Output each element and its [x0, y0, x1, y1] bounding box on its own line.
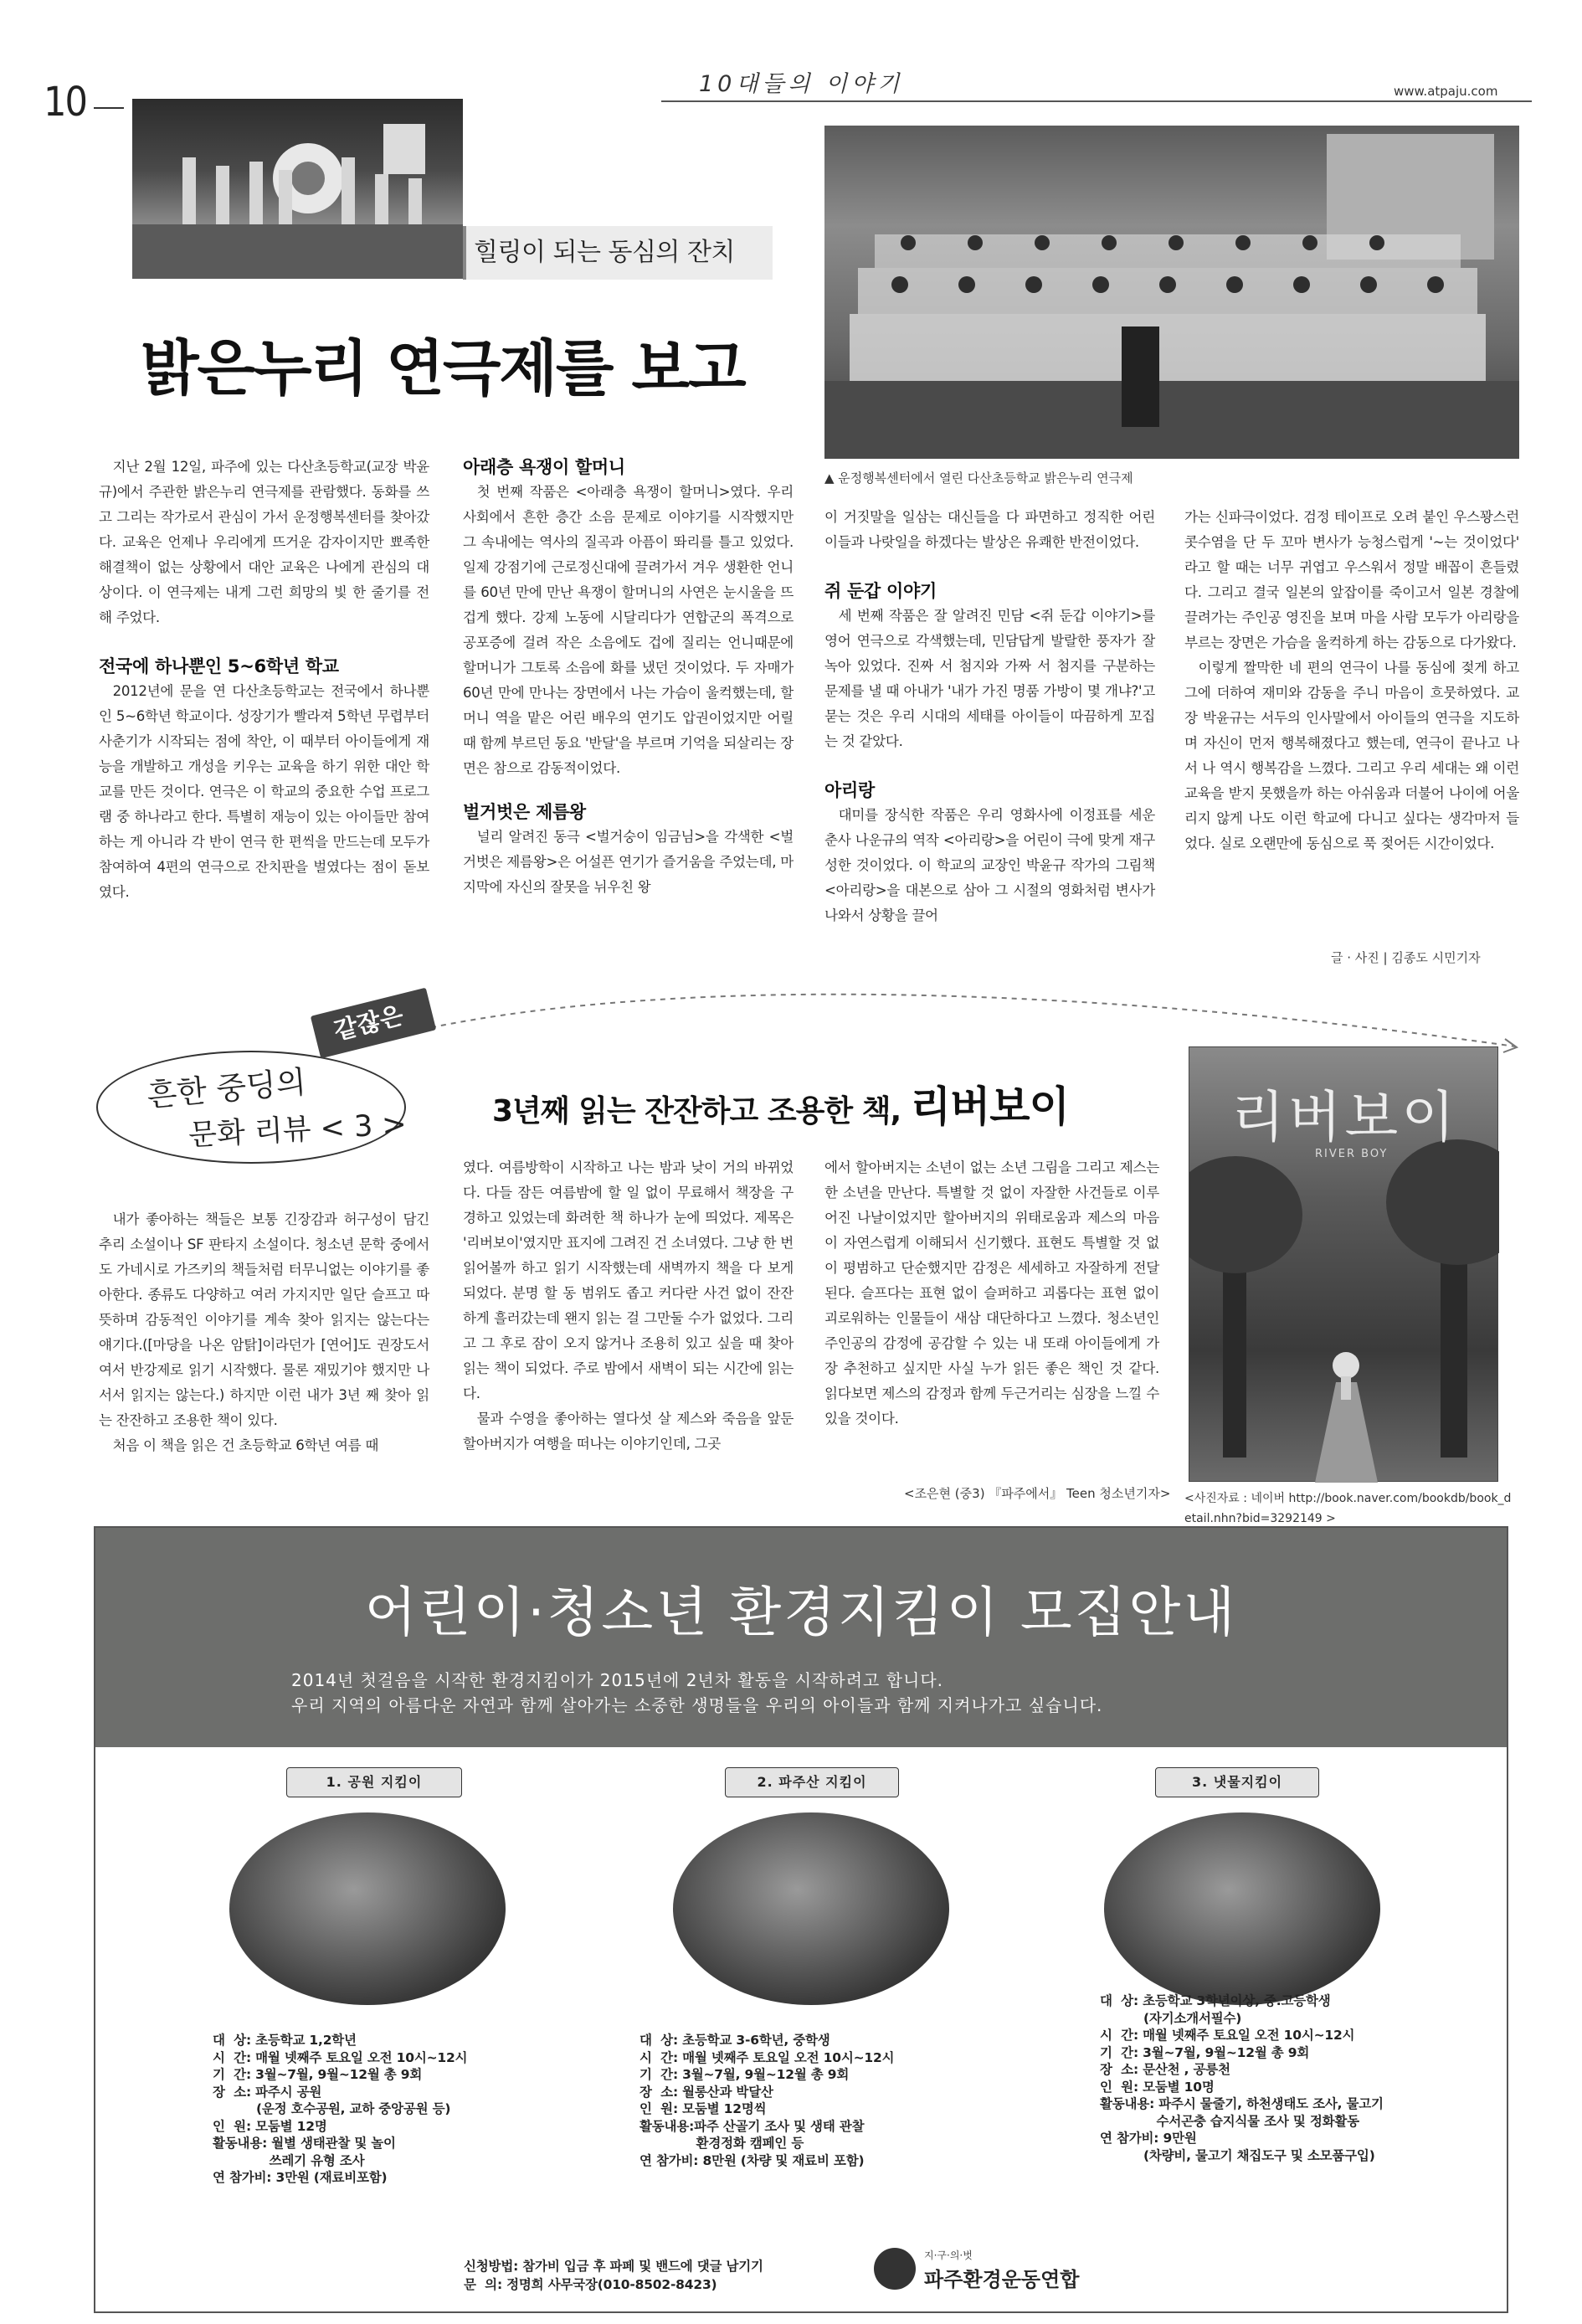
mountain-keeper-photo	[673, 1812, 949, 2005]
recruitment-notice	[94, 1526, 1508, 2313]
park-keeper-photo	[229, 1812, 506, 2005]
tag-stream-keeper: 3. 냇물지킴이	[1155, 1767, 1319, 1797]
article1-title: 밝은누리 연극제를 보고	[141, 333, 745, 404]
subheading: 쥐 둔갑 이야기	[824, 581, 937, 601]
article1-kicker: 힐링이 되는 동심의 잔치	[474, 238, 735, 267]
paragraph: 2012년에 문을 연 다산초등학교는 전국에서 하나뿐인 5~6학년 학교이다. 성장기가 빨라져 5학년 무렵부터 사춘기가 시작되는 점에 착안, 이 때부터 아이들에게 재능을 개발하고 개성을 키우는 교육을 하기 위한 대안 학교를 만든 것이다. 연극은 이 학교의 중요한 수업 프로그램 중 하나라고 한다. 특별히 재능이 있는 아이들만 참여하는 게 아니라 각 반이 연극 한 편씩을 만드는데 모두가 참여하여 4편의 연극으로 잔치판을 벌였다는 점이 돋보였다.	[99, 683, 429, 900]
article1-byline: 글 · 사진 | 김종도 시민기자	[1331, 950, 1481, 965]
book-caption: <사진자료 : 네이버 http://book.naver.com/bookdb/book_detail.nhn?bid=3292149 >	[1184, 1492, 1512, 1525]
paragraph: 세 번째 작품은 잘 알려진 민담 <쥐 둔갑 이야기>를 영어 연극으로 각색했는데, 민담답게 발랄한 풍자가 잘 녹아 있었다. 진짜 서 첨지와 가짜 서 첨지를 구분하는 문제를 낼 때 아내가 '내가 가진 명품 가방이 몇 개냐?'고 묻는 것은 우리 시대의 세태를 아이들이 따끔하게 꼬집는 것 같았다.	[824, 608, 1155, 749]
subheading: 아리랑	[824, 780, 875, 800]
article2-byline: <조은현 (중3) 『파주에서』 Teen 청소년기자>	[904, 1486, 1171, 1501]
mountain-keeper-info: 대 상: 초등학교 3-6학년, 중학생 시 간: 매월 넷째주 토요일 오전 10시~12시 기 간: 3월~7월, 9월~12월 총 9회 장 소: 월롱산과 박달산 인 원: 모둠별 12명씩 활동내용:파주 산골기 조사 및 생태 관찰 환경정화 캠페인 등 연 참가비: 8만원 (차량 및 재료비 포함)	[639, 2033, 895, 2168]
stream-keeper-info: 대 상: 초등학교 3학년이상, 중.고등학생 (자기소개서필수) 시 간: 매월 넷째주 토요일 오전 10시~12시 기 간: 3월~7월, 9월~12월 총 9회 장 소: 문산천 , 공릉천 인 원: 모둠별 10명 활동내용: 파주시 물줄기, 하천생태도 조사, 물고기 수서곤충 습지식물 조사 및 정화활동 연 참가비: 9만원 (차량비, 물고기 채집도구 및 소모품구입)	[1100, 1993, 1384, 2163]
article2-series-line2: 문화 리뷰 < 3 >	[187, 1108, 408, 1153]
paragraph: 물과 수영을 좋아하는 열다섯 살 제스와 죽음을 앞둔 할아버지가 여행을 떠나는 이야기인데, 그곳	[463, 1411, 794, 1452]
stage-photo-small	[132, 99, 463, 279]
subheading: 아래층 욕쟁이 할머니	[463, 457, 625, 477]
paragraph: 처음 이 책을 읽은 건 초등학교 6학년 여름 때	[112, 1437, 379, 1453]
apply-method: 신청방법: 참가비 입금 후 파페 및 밴드에 댓글 남기기	[464, 2259, 763, 2274]
article2-title	[492, 1073, 1069, 1134]
paragraph: 이렇게 짤막한 네 편의 연극이 나를 동심에 젖게 하고 그에 더하여 재미와 감동을 주니 마음이 흐뭇하였다. 교장 박윤규는 서두의 인사말에서 아이들의 연극을 지도하며 자신이 먼저 행복해졌다고 했는데, 연극이 끝나고 나서 나 역시 행복감을 느꼈다. 그리고 우리 세대는 왜 이런 교육을 받지 못했을까 하는 아쉬움과 더불어 나이에 어울리지 않게 나도 이런 학교에 다니고 싶다는 생각마저 들었다. 실로 오랜만에 동심으로 푹 젖어든 시간이었다.	[1184, 660, 1519, 851]
paragraph: 지난 2월 12일, 파주에 있는 다산초등학교(교장 박윤규)에서 주관한 밝은누리 연극제를 관람했다. 동화를 쓰고 그리는 작가로서 관심이 가서 운정행복센터를 찾아갔다. 교육은 언제나 우리에게 뜨거운 감자이지만 뾰족한 해결책이 없는 상황에서 대안 교육은 나에게 관심의 대상이다. 이 연극제는 내게 그런 희망의 빛 한 줄기를 전해 주었다.	[99, 459, 429, 625]
article2-title-main: 리버보이	[910, 1082, 1069, 1131]
paragraph: 가는 신파극이었다. 검정 테이프로 오려 붙인 우스꽝스런 콧수염을 단 두 꼬마 변사가 능청스럽게 '~는 것이었다' 라고 할 때는 너무 귀엽고 우스워서 정말 배꼽이 흔들렸다. 그리고 결국 일본의 앞잡이를 죽이고서 일본 경찰에 끌려가는 주인공 영진을 보며 마을 사람 모두가 아리랑을 부르는 장면은 가슴을 울컥하게 하는 감동으로 다가왔다.	[1184, 509, 1519, 650]
paragraph: 였다. 여름방학이 시작하고 나는 밤과 낮이 거의 바뀌었다. 다들 잠든 여름밤에 할 일 없이 무료해서 책장을 구경하고 있었는데 화려한 책 하나가 눈에 띄었다. 제목은 '리버보이'였지만 표지에 그려진 건 소녀였다. 그냥 한 번 읽어볼까 하고 읽기 시작했는데 새벽까지 책을 다 보게 되었다. 분명 할 동 범위도 좁고 커다란 사건 없이 잔잔하게 흘러갔는데 왠지 읽는 걸 그만둘 수가 없었다. 그리고 그 후로 잠이 오지 않거나 조용히 있고 싶을 때 찾아 읽는 책이 되었다. 주로 밤에서 새벽이 되는 시간에 읽는다.	[463, 1159, 794, 1401]
paragraph: 내가 좋아하는 책들은 보통 긴장감과 허구성이 담긴 추리 소설이나 SF 판타지 소설이다. 청소년 문학 중에서도 가네시로 가즈키의 책들처럼 터무니없는 이야기를 좋아한다. 종류도 다양하고 여러 가지지만 일단 슬프고 따뜻하며 감동적인 이야기를 계속 찾아 읽지는 않는다는 얘기다.([마당을 나온 암탉]이라던가 [연어]도 권장도서여서 반강제로 읽기 시작했다. 물론 재밌기야 했지만 나서서 읽지는 않는다.) 하지만 이런 내가 3년 째 찾아 읽는 잔잔하고 조용한 책이 있다.	[99, 1211, 429, 1428]
theater-photo	[824, 126, 1519, 459]
stage-performers-image	[132, 99, 463, 279]
paragraph: 널리 알려진 동극 <벌거숭이 임금님>을 각색한 <벌거벗은 제름왕>은 어설픈 연기가 즐거움을 주었는데, 마지막에 자신의 잘못을 뉘우친 왕	[463, 829, 794, 895]
book-cover-title: 리버보이	[1231, 1085, 1459, 1149]
header-rule	[661, 100, 1532, 102]
org-name: 파주환경운동연합	[924, 2268, 1080, 2291]
article1-column-3	[824, 505, 1155, 928]
subheading: 전국에 하나뿐인 5~6학년 학교	[99, 656, 339, 676]
article2-badge: 같잖은	[331, 1000, 407, 1046]
article2-title-lead: 3년째 읽는 잔잔하고 조용한 책,	[492, 1094, 911, 1129]
article2-column-2	[463, 1155, 794, 1457]
tag-mountain-keeper: 2. 파주산 지킴이	[725, 1767, 899, 1797]
article2-column-1	[99, 1207, 429, 1458]
header-rule-left	[94, 107, 124, 109]
subheading: 벌거벗은 제름왕	[463, 802, 586, 822]
section-title: 10대들의 이야기	[699, 71, 904, 97]
paragraph: 에서 할아버지는 소년이 없는 소년 그림을 그리고 제스는 한 소년을 만난다. 특별할 것 없이 자잘한 사건들로 이루어진 나날이었지만 할아버지의 위태로움과 제스의 마음이 자연스럽게 이해되서 신기했다. 표현도 특별할 것 없이 평범하고 단순했지만 감정은 세세하고 자잘하게 전달된다. 슬프다는 표현 없이 슬퍼하고 괴롭다는 표현 없이 괴로워하는 인물들이 새삼 대단하다고 느꼈다. 청소년인 주인공의 감정에 공감할 수 있는 내 또래 아이들에게 가장 추천하고 싶지만 사실 누가 읽든 좋은 책인 것 같다. 읽다보면 제스의 감정과 함께 두근거리는 심장을 느낄 수 있을 것이다.	[824, 1159, 1159, 1427]
tag-park-keeper: 1. 공원 지킴이	[286, 1767, 462, 1797]
notice-line-1: 2014년 첫걸음을 시작한 환경지킴이가 2015년에 2년차 활동을 시작하려고 합니다.	[291, 1670, 944, 1690]
paragraph: 이 거짓말을 일삼는 대신들을 다 파면하고 정직한 어린이들과 나랏일을 하겠다는 발상은 유쾌한 반전이었다.	[824, 509, 1155, 550]
paragraph: 대미를 장식한 작품은 우리 영화사에 이정표를 세운 춘사 나운규의 역작 <아리랑>을 어린이 극에 맞게 재구성한 것이었다. 이 학교의 교장인 박윤규 작가의 그림책 <아리랑>을 대본으로 삼아 그 시절의 영화처럼 변사가 나와서 상황을 끌어	[824, 807, 1155, 923]
park-keeper-info: 대 상: 초등학교 1,2학년 시 간: 매월 넷째주 토요일 오전 10시~12시 기 간: 3월~7월, 9월~12월 총 9회 장 소: 파주시 공원 (운정 호수공원, 교하 중앙공원 등) 인 원: 모둠별 12명 활동내용: 월별 생태관찰 및 놀이 쓰레기 유형 조사 연 참가비: 3만원 (재료비포함)	[213, 2033, 468, 2185]
photo-caption: ▲ 운정행복센터에서 열린 다산초등학교 밝은누리 연극제	[824, 470, 1133, 486]
book-cover	[1189, 1046, 1498, 1482]
article2-series: 흔한 중딩의	[145, 1063, 308, 1114]
org-logo-icon	[874, 2248, 916, 2290]
org-small: 지·구·의·벗	[924, 2249, 973, 2261]
stream-keeper-photo	[1104, 1812, 1380, 2005]
contact-info: 문 의: 정명희 사무국장(010-8502-8423)	[464, 2277, 717, 2292]
article2-column-3	[824, 1155, 1159, 1432]
website-url: www.atpaju.com	[1394, 84, 1498, 99]
book-cover-subtitle: RIVER BOY	[1315, 1148, 1389, 1160]
notice-title: 어린이·청소년 환경지킴이 모집안내	[364, 1582, 1238, 1644]
article1-column-2	[463, 455, 794, 900]
paragraph: 첫 번째 작품은 <아래층 욕쟁이 할머니>였다. 우리 사회에서 흔한 층간 소음 문제로 이야기를 시작했지만 그 속내에는 역사의 질곡과 아픔이 똬리를 틀고 있었다. 일제 강점기에 근로정신대에 끌려가서 겨우 생환한 언니를 60년 만에 만난 욕쟁이 할머니의 사연은 눈시울을 뜨겁게 했다. 강제 노동에 시달리다가 연합군의 폭격으로 공포증에 걸려 작은 소음에도 겁에 질리는 언니때문에 할머니가 그토록 소음에 화를 냈던 것이었다. 두 자매가 60년 만에 만나는 장면에서 나는 가슴이 울컥했는데, 할머니 역을 맡은 어린 배우의 연기도 압권이었지만 어릴 때 함께 부르던 동요 '반달'을 부르며 기억을 되살리는 장면은 참으로 감동적이었다.	[463, 484, 794, 776]
article1-column-4	[1184, 505, 1519, 856]
student-group-image	[824, 126, 1519, 459]
page-number: 10	[44, 79, 86, 126]
article1-column-1	[99, 455, 429, 905]
notice-line-2: 우리 지역의 아름다운 자연과 함께 살아가는 소중한 생명들을 우리의 아이들과 함께 지켜나가고 싶습니다.	[291, 1695, 1103, 1715]
